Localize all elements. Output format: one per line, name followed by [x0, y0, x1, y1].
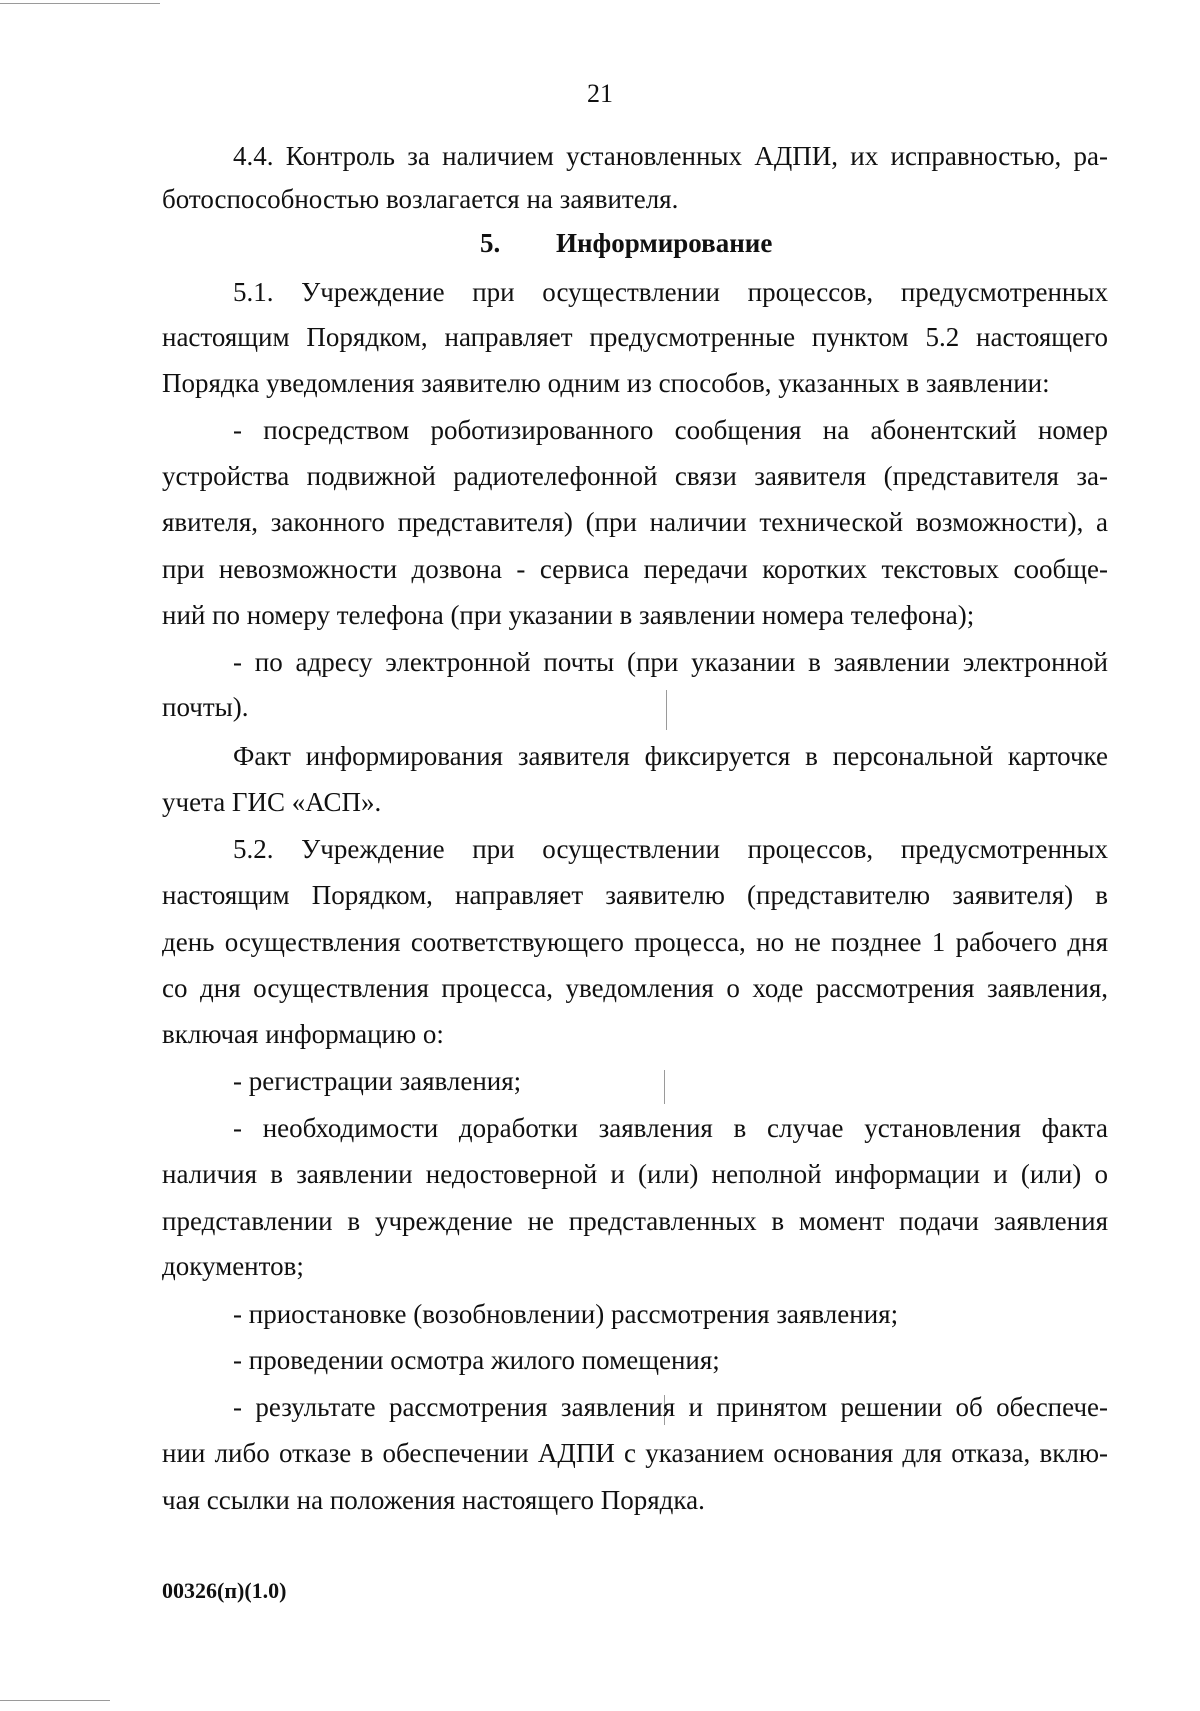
paragraph-5-2-line-5: включая информацию о: [162, 1019, 444, 1049]
scan-edge-line-top [0, 3, 160, 4]
paragraph-5-1-line-3: Порядка уведомления заявителю одним из способов, указанных в заявлении: [162, 368, 1050, 398]
item-result-line-1: - результате рассмотрения заявления и принятом решении об обеспече- [233, 1392, 1108, 1422]
paragraph-5-1-line-1: 5.1. Учреждение при осуществлении процессов, предусмотренных [233, 277, 1108, 307]
bullet-robot-message-line-2: устройства подвижной радиотелефонной связи заявителя (представителя за- [162, 461, 1108, 491]
item-revision-line-2: наличия в заявлении недостоверной и (или) неполной информации и (или) о [162, 1159, 1108, 1189]
bullet-email-line-2: почты). [162, 692, 249, 722]
item-result-line-2: нии либо отказе в обеспечении АДПИ с указанием основания для отказа, вклю- [162, 1438, 1108, 1468]
paragraph-5-2-line-2: настоящим Порядком, направляет заявителю (представителю заявителя) в [162, 880, 1108, 910]
paragraph-5-2-line-3: день осуществления соответствующего процесса, но не позднее 1 рабочего дня [162, 927, 1108, 957]
bullet-robot-message-line-4: при невозможности дозвона - сервиса передачи коротких текстовых сообще- [162, 554, 1108, 584]
item-inspection: - проведении осмотра жилого помещения; [233, 1345, 720, 1375]
item-revision-line-4: документов; [162, 1251, 304, 1281]
bullet-robot-message-line-5: ний по номеру телефона (при указании в заявлении номера телефона); [162, 600, 975, 630]
bullet-email-line-1: - по адресу электронной почты (при указании в заявлении электронной [233, 647, 1108, 677]
bullet-robot-message-line-3: явителя, законного представителя) (при наличии технической возможности), а [162, 507, 1108, 537]
paragraph-4-4-line-1: 4.4. Контроль за наличием установленных АДПИ, их исправностью, ра- [233, 141, 1108, 171]
page-number: 21 [587, 79, 613, 108]
paragraph-5-2-line-1: 5.2. Учреждение при осуществлении процессов, предусмотренных [233, 834, 1108, 864]
bullet-robot-message-line-1: - посредством роботизированного сообщения на абонентский номер [233, 415, 1108, 445]
section-number: 5. [480, 228, 501, 258]
item-suspension: - приостановке (возобновлении) рассмотрения заявления; [233, 1299, 899, 1329]
scan-edge-line-bottom [0, 1700, 110, 1701]
paragraph-5-2-line-4: со дня осуществления процесса, уведомления о ходе рассмотрения заявления, [162, 973, 1108, 1003]
item-result-line-3: чая ссылки на положения настоящего Порядка. [162, 1485, 705, 1515]
document-code: 00326(п)(1.0) [162, 1578, 287, 1603]
paragraph-fact-line-2: учета ГИС «АСП». [162, 787, 382, 817]
section-heading [480, 226, 772, 260]
paragraph-5-1-line-2: настоящим Порядком, направляет предусмотренные пунктом 5.2 настоящего [162, 322, 1108, 352]
item-revision-line-3: представлении в учреждение не представленных в момент подачи заявления [162, 1206, 1108, 1236]
item-revision-line-1: - необходимости доработки заявления в случае установления факта [233, 1113, 1108, 1143]
scan-fold-line-1 [666, 690, 667, 730]
paragraph-fact-line-1: Факт информирования заявителя фиксируется в персональной карточке [233, 741, 1108, 771]
item-registration: - регистрации заявления; [233, 1066, 522, 1096]
scan-fold-line-2 [664, 1070, 665, 1104]
section-title: Информирование [556, 228, 773, 258]
paragraph-4-4-line-2: ботоспособностью возлагается на заявителя. [162, 184, 679, 214]
